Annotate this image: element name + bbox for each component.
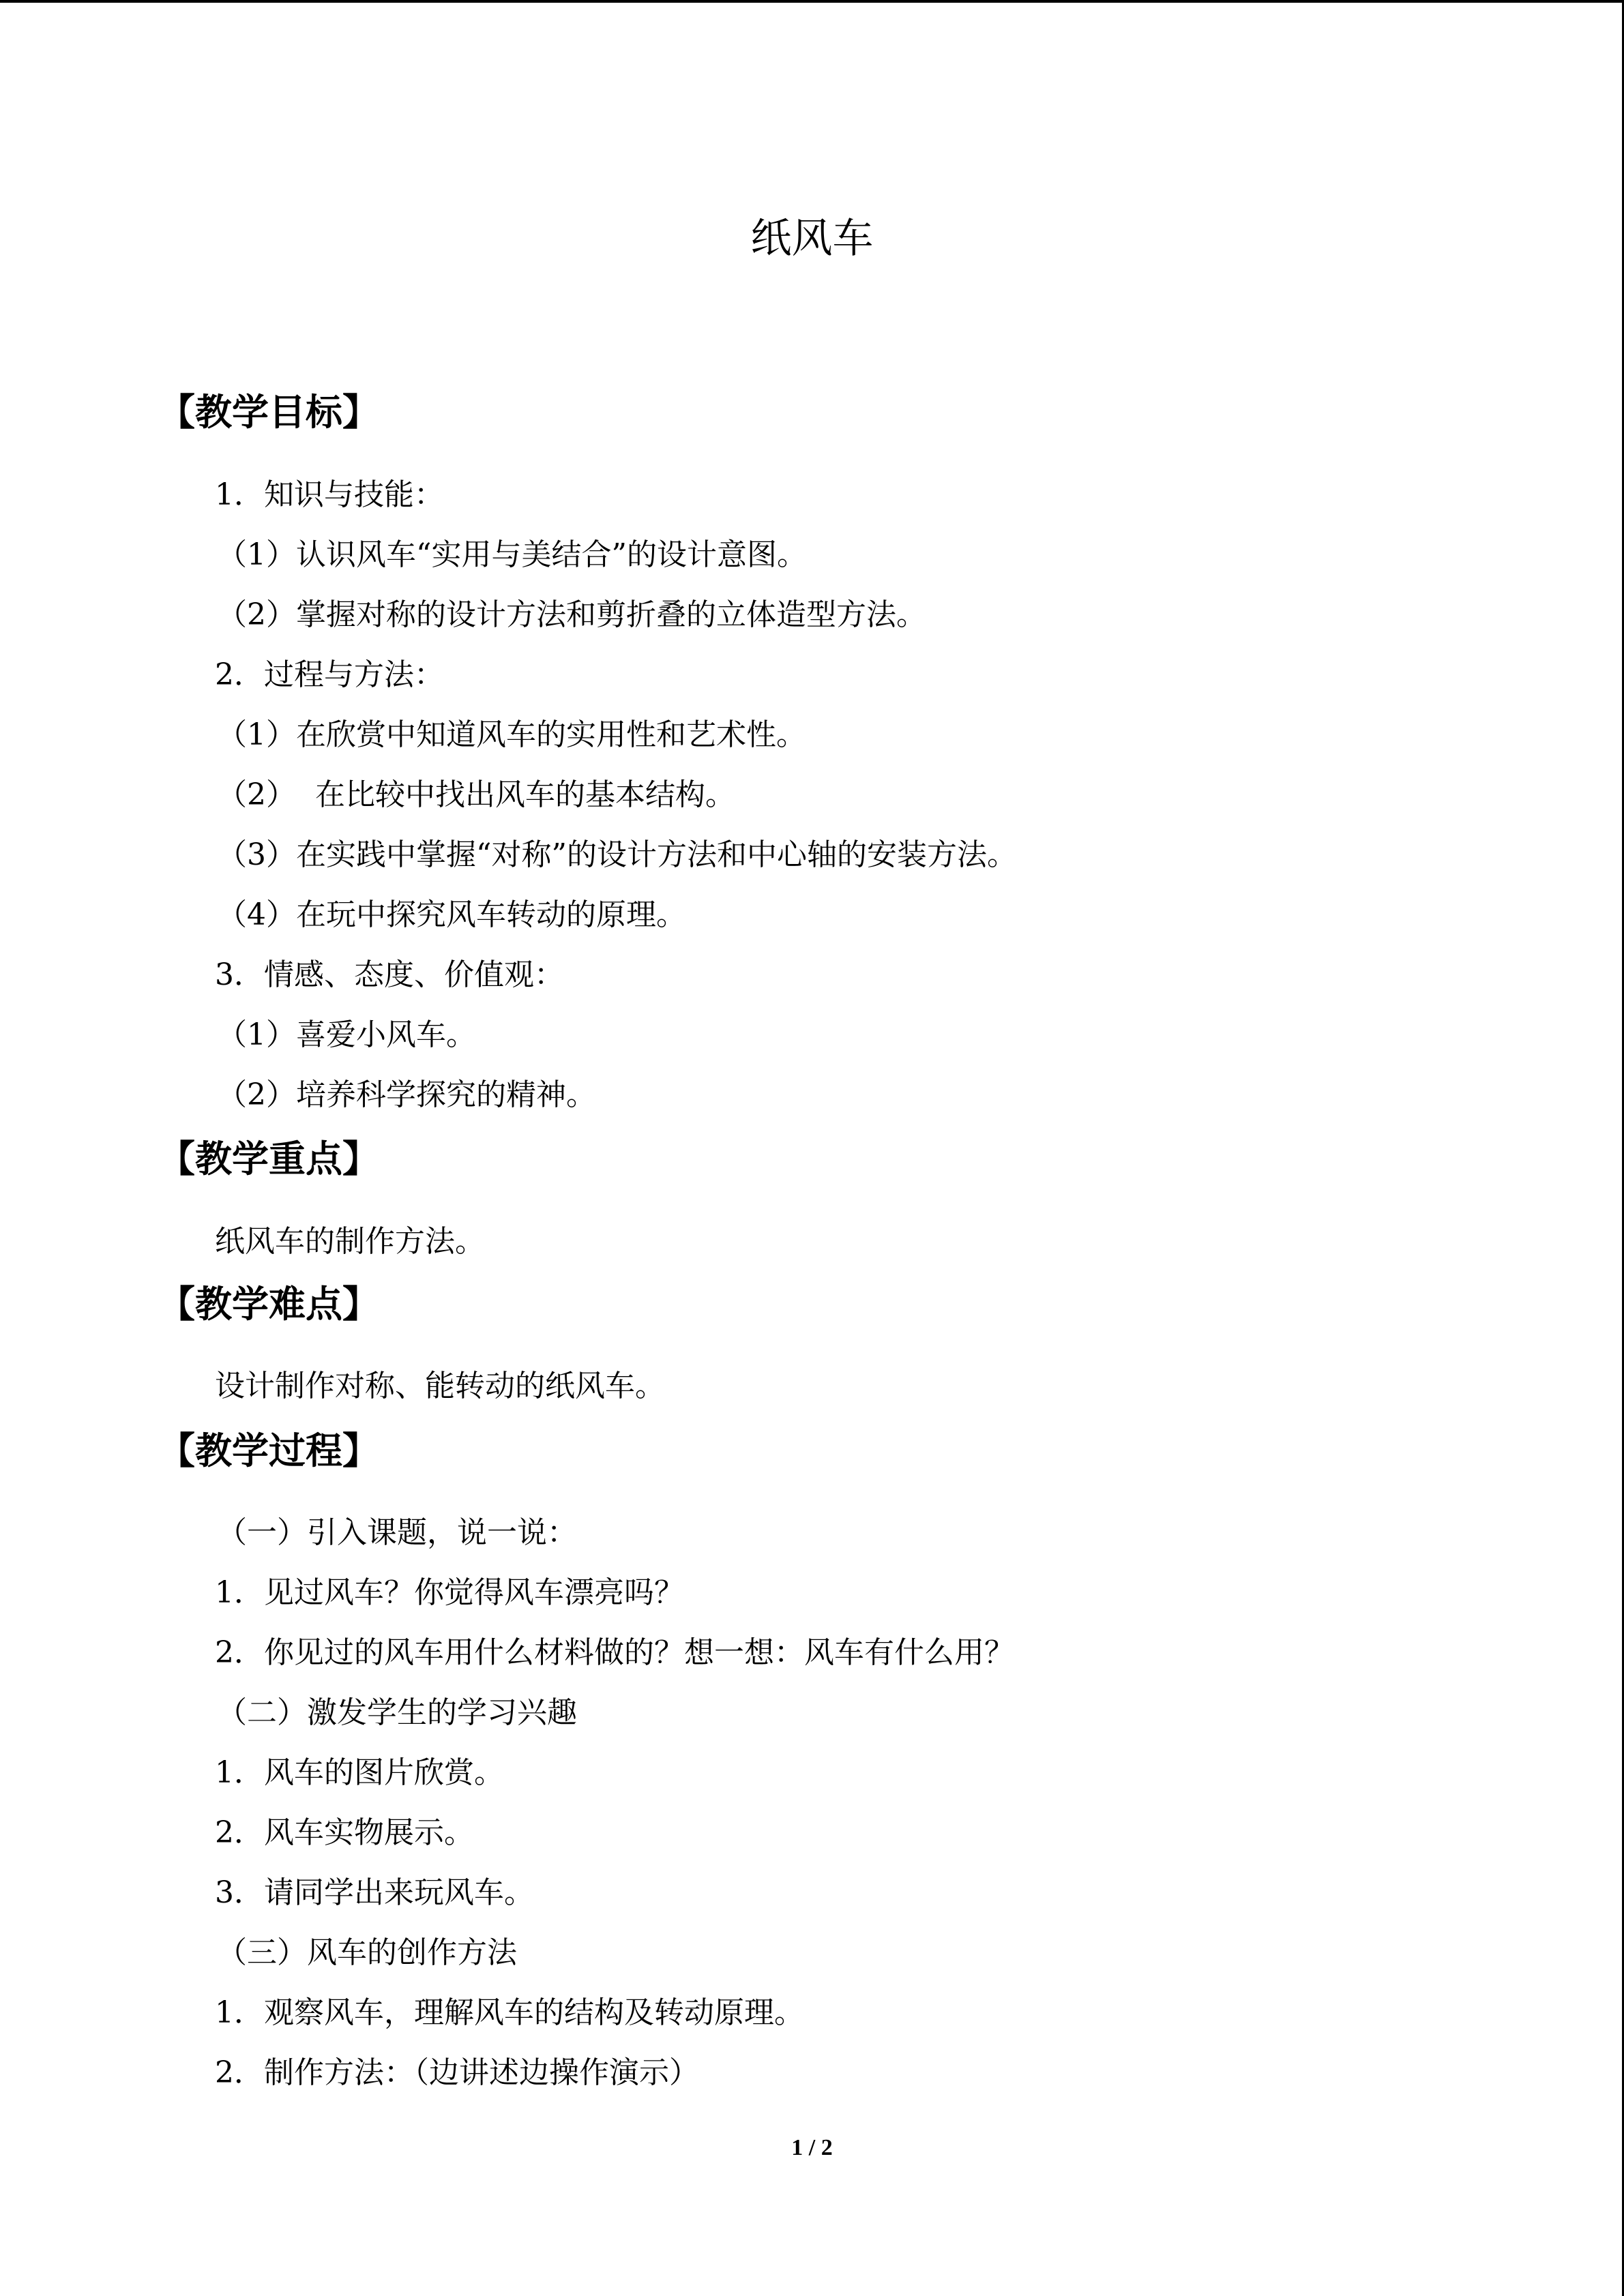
section-heading-difficulties: 【教学难点】 bbox=[158, 1283, 379, 1326]
process-line: （三）风车的创作方法 bbox=[217, 1935, 517, 1970]
objective-line: 3．情感、态度、价值观： bbox=[215, 957, 564, 992]
process-line: 1．见过风车？你觉得风车漂亮吗？ bbox=[215, 1575, 684, 1610]
section-heading-process: 【教学过程】 bbox=[158, 1429, 379, 1472]
process-line: （一）引入课题，说一说： bbox=[217, 1515, 577, 1550]
process-line: 2．风车实物展示。 bbox=[215, 1815, 474, 1850]
page-number: 1 / 2 bbox=[791, 2135, 833, 2160]
process-line: 3．请同学出来玩风车。 bbox=[215, 1875, 534, 1910]
process-line: （二）激发学生的学习兴趣 bbox=[217, 1695, 577, 1730]
objective-line: （2）掌握对称的设计方法和剪折叠的立体造型方法。 bbox=[217, 597, 926, 632]
page-top-border bbox=[0, 0, 1624, 3]
objective-line: （2） 在比较中找出风车的基本结构。 bbox=[217, 777, 735, 812]
objective-line: 1．知识与技能： bbox=[215, 477, 444, 512]
section-heading-key-points: 【教学重点】 bbox=[158, 1137, 379, 1180]
difficulty-line: 设计制作对称、能转动的纸风车。 bbox=[215, 1369, 665, 1403]
process-line: 1．风车的图片欣赏。 bbox=[215, 1755, 504, 1790]
process-line: 1．观察风车，理解风车的结构及转动原理。 bbox=[215, 1995, 804, 2030]
objective-line: （1）喜爱小风车。 bbox=[217, 1017, 476, 1052]
objective-line: 2．过程与方法： bbox=[215, 657, 444, 692]
objective-line: （1）在欣赏中知道风车的实用性和艺术性。 bbox=[217, 717, 806, 752]
objective-line: （3）在实践中掌握“对称”的设计方法和中心轴的安装方法。 bbox=[217, 837, 1017, 872]
document-title: 纸风车 bbox=[750, 215, 874, 263]
process-line: 2．制作方法：（边讲述边操作演示） bbox=[215, 2055, 699, 2090]
section-heading-objectives: 【教学目标】 bbox=[158, 391, 379, 434]
key-point-line: 纸风车的制作方法。 bbox=[215, 1224, 485, 1259]
objective-line: （4）在玩中探究风车转动的原理。 bbox=[217, 897, 686, 932]
process-line: 2．你见过的风车用什么材料做的？想一想：风车有什么用？ bbox=[215, 1635, 1014, 1670]
objective-line: （2）培养科学探究的精神。 bbox=[217, 1077, 596, 1112]
objective-line: （1）认识风车“实用与美结合”的设计意图。 bbox=[217, 537, 807, 572]
